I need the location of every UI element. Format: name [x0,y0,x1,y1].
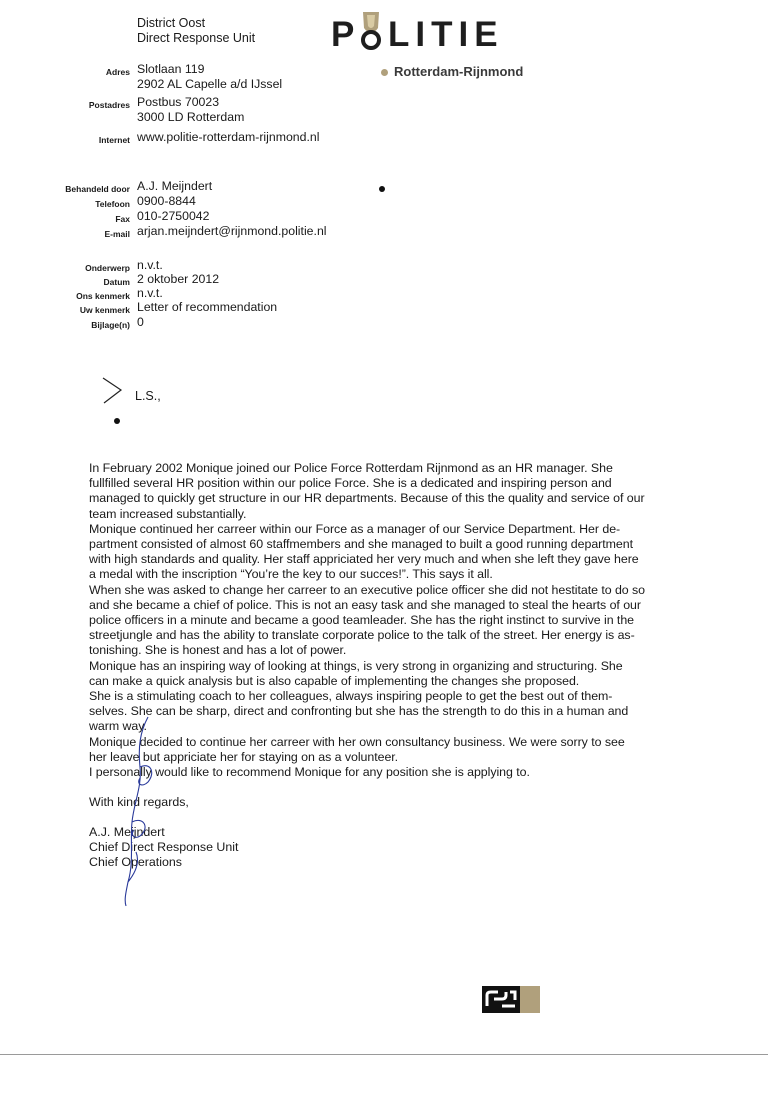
address-line: 2902 AL Capelle a/d IJssel [137,77,283,91]
body-line: Monique continued her carreer within our Force as a manager of our Service Department. Her de- [89,521,621,536]
margin-bullet [379,186,385,192]
internet-label: Internet [98,135,130,145]
postal-address-line: Postbus 70023 [137,95,220,109]
margin-bullet [114,418,120,424]
body-line: a medal with the inscription “You’re the key to our succes!”. This says it all. [89,567,493,582]
handled-by-label: Behandeld door [65,184,130,194]
body-line: When she was asked to change her carreer to an executive police officer she did not hestitate to do so [89,582,646,597]
postal-address-label: Postadres [88,100,130,110]
body-line: tonishing. She is honest and has a lot of power. [89,643,347,658]
body-line: team increased substantially. [89,506,247,521]
body-line: with high standards and quality. Her staff appriciated her very much and when she left they gave here [89,552,639,567]
our-reference-label: Ons kenmerk [76,291,130,301]
police-badge-icon [363,12,379,48]
fax-label: Fax [115,214,130,224]
attachments-value: 0 [137,315,144,329]
handwritten-chevron-icon [100,376,126,406]
body-line: her leave but appriciate her for staying on as a volunteer. [89,749,399,764]
region-text: Rotterdam-Rijnmond [394,64,524,79]
svg-text:LITIE: LITIE [388,15,504,54]
region-dot-icon [381,69,388,76]
date-label: Datum [103,277,130,287]
unit-block [137,16,255,46]
body-line: and she became a chief of police. This is not an easy task and she managed to steal the hearts of our [89,597,641,612]
website-link[interactable]: www.politie-rotterdam-rijnmond.nl [137,130,320,144]
body-line: partment consisted of almost 60 staffmembers and she managed to built a good running department [89,537,633,552]
your-reference-value: Letter of recommendation [137,300,278,314]
politie-logo [331,6,551,62]
address-label: Adres [105,67,130,77]
salutation: L.S., [135,389,161,403]
our-reference-value: n.v.t. [137,286,163,300]
unit-name: Direct Response Unit [137,31,256,45]
handled-by-value: A.J. Meijndert [137,179,213,193]
body-line: police officers in a minute and became a good teamleader. She has the right instinct to survive in the [89,613,635,628]
subject-label: Onderwerp [85,263,130,273]
phone-label: Telefoon [95,199,130,209]
footer-divider [0,1054,768,1055]
body-line: In February 2002 Monique joined our Police Force Rotterdam Rijnmond as an HR manager. She [89,461,613,475]
closing: With kind regards, [89,795,189,809]
signatory-name: A.J. Meijndert [89,825,165,839]
subject-value: n.v.t. [137,258,163,272]
body-line: Monique decided to continue her carreer with her own consultancy business. We were sorry to see [89,734,625,749]
email-link[interactable]: arjan.meijndert@rijnmond.politie.nl [137,224,327,238]
body-line: fullfilled several HR position within our police Force. She is a dedicated and inspiring person and [89,476,612,491]
your-reference-label: Uw kenmerk [79,305,130,315]
email-label: E-mail [104,229,130,239]
unit-district: District Oost [137,16,206,30]
body-line: streetjungle and has the ability to translate corporate police to the talk of the street. Her energy is as- [89,628,635,643]
certification-badge-icon [482,986,540,1013]
address-line: Slotlaan 119 [137,62,205,76]
signatory-title: Chief Direct Response Unit [89,840,239,855]
body-line: selves. She can be sharp, direct and confronting but she has the strength to do this in a human and [89,704,629,719]
postal-address-line: 3000 LD Rotterdam [137,110,245,124]
letter-body [89,461,689,780]
body-line: managed to quickly get structure in our HR departments. Because of this the quality and service of our [89,491,645,506]
attachments-label: Bijlage(n) [91,320,130,330]
body-line: Monique has an inspiring way of looking at things, is very strong in organizing and structuring. She [89,658,623,673]
body-line: can make a quick analysis but is also capable of implementing the changes she proposed. [89,673,580,688]
date-value: 2 oktober 2012 [137,272,220,286]
signatory-title: Chief Operations [89,855,182,870]
politie-logo-graphic [331,6,551,62]
body-line: She is a stimulating coach to her colleagues, always inspiring people to get the best out of them- [89,689,613,704]
body-line: warm way. [89,719,147,734]
svg-text:P: P [331,15,356,54]
handwritten-signature-icon [110,712,170,912]
region-label [381,64,523,79]
fax-value: 010-2750042 [137,209,210,223]
phone-value: 0900-8844 [137,194,196,208]
body-line: I personally would like to recommend Monique for any position she is applying to. [89,765,530,780]
